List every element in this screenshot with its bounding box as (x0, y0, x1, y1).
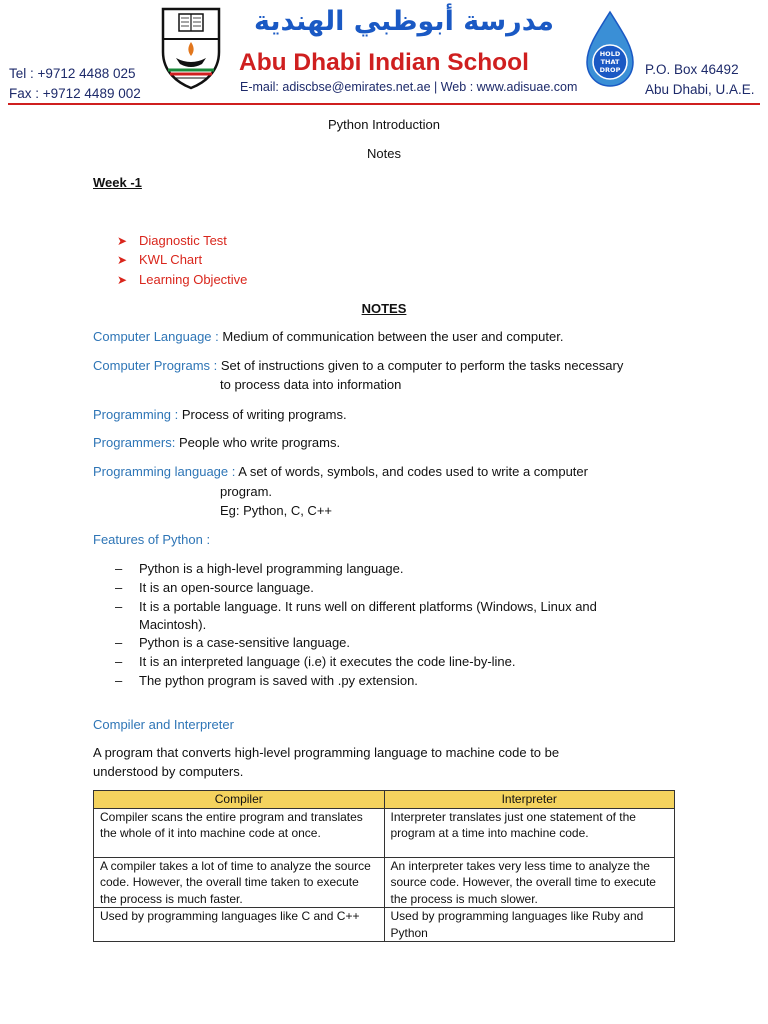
feature-item: – Python is a case-sensitive language. (115, 635, 351, 650)
feature-text: It is a portable language. It runs well on different platforms (Windows, Linux and (139, 599, 597, 614)
definition-term: Computer Programs : (93, 358, 218, 373)
comparison-table (93, 790, 675, 942)
table-cell: Compiler scans the entire program and translates the whole of it into machine code at once. (94, 808, 385, 857)
drop-word-1: HOLD (599, 50, 621, 58)
feature-text: The python program is saved with .py extension. (139, 673, 418, 688)
definition-line (93, 435, 340, 450)
bullet-item (117, 233, 227, 248)
feature-text: It is an open-source language. (139, 580, 314, 595)
definition-line (93, 358, 623, 373)
doc-title: Python Introduction (327, 117, 441, 132)
bullet-text: Diagnostic Test (139, 233, 227, 248)
week-heading: Week -1 (93, 175, 142, 190)
definition-text: People who write programs. (175, 435, 341, 450)
doc-subtitle: Notes (367, 146, 401, 161)
definition-term: Programming language : (93, 464, 236, 479)
definition-line (93, 407, 347, 422)
arrow-bullet-icon: ➤ (117, 234, 128, 248)
definition-term: Computer Language : (93, 329, 219, 344)
bullet-item (117, 252, 202, 267)
drop-word-2: THAT (600, 58, 620, 66)
bullet-text: Learning Objective (139, 272, 248, 287)
tel-text: Tel : +9712 4488 025 (9, 66, 136, 81)
table-row (94, 808, 675, 857)
definition-continuation: to process data into information (220, 377, 402, 392)
table-cell: Used by programming languages like C and C++ (94, 908, 385, 942)
definition-line (93, 329, 563, 344)
table-row (94, 857, 675, 908)
definition-text: A set of words, symbols, and codes used to write a computer (235, 464, 588, 479)
definition-text: Process of writing programs. (178, 407, 347, 422)
arrow-bullet-icon: ➤ (117, 273, 128, 287)
definition-term: Programming : (93, 407, 179, 422)
feature-text: Python is a high-level programming language. (139, 561, 404, 576)
features-heading: Features of Python : (93, 532, 211, 547)
column-header-compiler: Compiler (94, 791, 385, 809)
feature-text: It is an interpreted language (i.e) it executes the code line-by-line. (139, 654, 516, 669)
feature-item: – Python is a high-level programming language. (115, 561, 404, 576)
feature-item: – It is a portable language. It runs well on different platforms (Windows, Linux and (115, 599, 597, 614)
po-box-text: P.O. Box 46492 (645, 62, 739, 77)
definition-text: Set of instructions given to a computer to perform the tasks necessary (217, 358, 624, 373)
table-cell: An interpreter takes very less time to analyze the source code. However, the overall time to execute the process is much slower. (384, 857, 675, 908)
feature-text: Python is a case-sensitive language. (139, 635, 351, 650)
arrow-bullet-icon: ➤ (117, 253, 128, 267)
definition-text: Medium of communication between the user and computer. (218, 329, 564, 344)
feature-item: – It is an interpreted language (i.e) it executes the code line-by-line. (115, 654, 516, 669)
definition-continuation: program. (220, 484, 273, 499)
table-cell: Interpreter translates just one statement of the program at a time into machine code. (384, 808, 675, 857)
email-web-text: E-mail: adiscbse@emirates.net.ae | Web : www.adisuae.com (240, 80, 578, 94)
feature-item: – It is an open-source language. (115, 580, 314, 595)
bullet-item (117, 272, 247, 287)
definition-line (93, 464, 588, 479)
compiler-description: A program that converts high-level programming language to machine code to be (93, 745, 560, 760)
table-cell: Used by programming languages like Ruby and Python (384, 908, 675, 942)
feature-continuation: Macintosh). (139, 617, 207, 632)
table-cell: A compiler takes a lot of time to analyze the source code. However, the overall time taken to execute the process is much faster. (94, 857, 385, 908)
feature-item: – The python program is saved with .py extension. (115, 673, 418, 688)
definition-example: Eg: Python, C, C++ (220, 503, 333, 518)
school-arabic-name: مدرسة أبوظبي الهندية (253, 6, 555, 37)
table-row (94, 908, 675, 942)
table-header-row (94, 791, 675, 809)
fax-text: Fax : +9712 4489 002 (9, 86, 141, 101)
compiler-heading: Compiler and Interpreter (93, 717, 234, 732)
bullet-text: KWL Chart (139, 252, 203, 267)
drop-word-3: DROP (599, 66, 621, 74)
notes-heading: NOTES (361, 301, 407, 316)
school-name: Abu Dhabi Indian School (239, 49, 529, 76)
city-text: Abu Dhabi, U.A.E. (645, 82, 755, 97)
definition-term: Programmers: (93, 435, 176, 450)
column-header-interpreter: Interpreter (384, 791, 675, 809)
compiler-description: understood by computers. (93, 764, 244, 779)
